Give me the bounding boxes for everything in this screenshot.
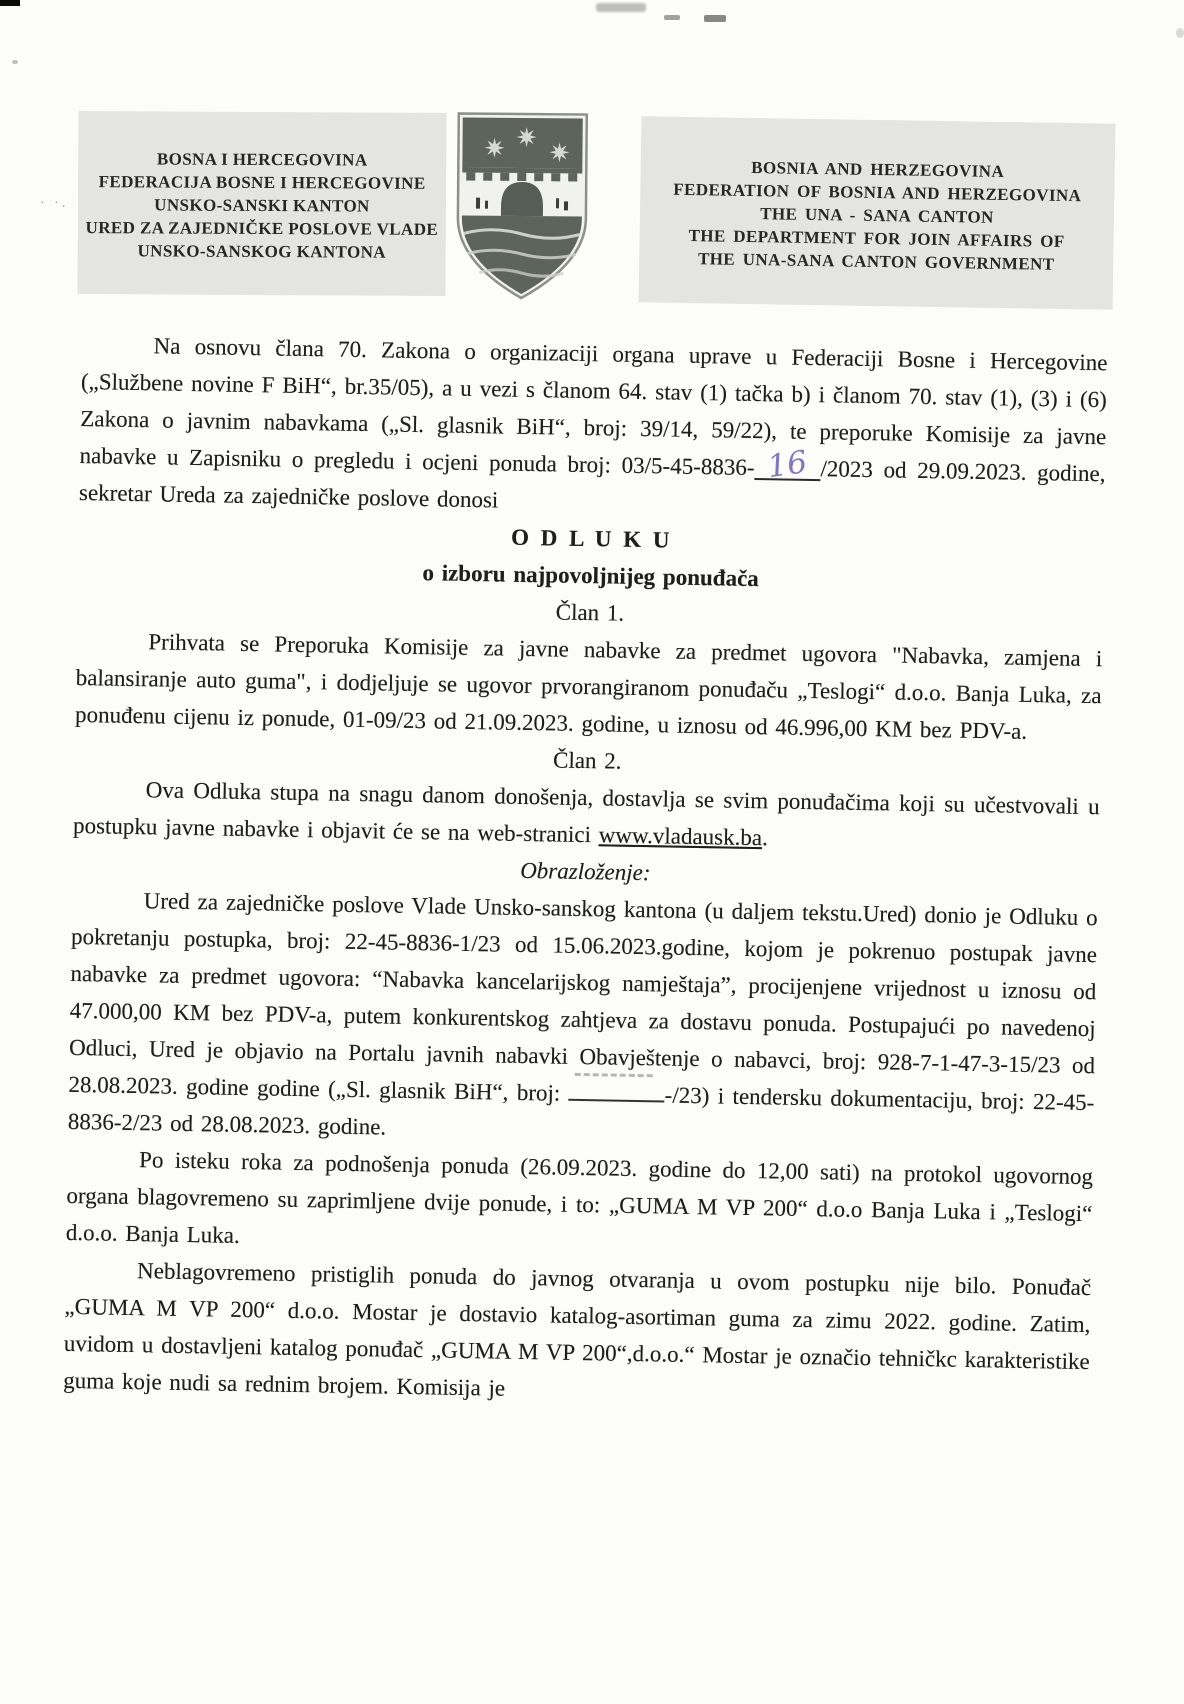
rationale-paragraph-2: Po isteku roka za podnošenja ponuda (26.09.2023. godine do 12,00 sati) na protokol ugovornog organa blagovremeno su zaprimljene dvije ponude, i to: „GUMA M VP 200“ d.o.o Banja Luka i „Teslogi“ d.o.o. Banja Luka. bbox=[65, 1147, 1094, 1248]
header-line: THE DEPARTMENT FOR JOIN AFFAIRS OF bbox=[688, 226, 1065, 251]
scan-artifact: · ·. bbox=[40, 196, 69, 211]
rationale-p1-part2: -/23) i tendersku dokumentaciju, broj: 22-45-8836-2/23 od 28.08.2023. godine. bbox=[67, 1082, 1095, 1140]
intro-text-part2: /2023 od 29.09.2023. godine, sekretar Ureda za zajedničke poslove donosi bbox=[78, 456, 1106, 513]
protocol-number-field bbox=[754, 444, 820, 486]
header-line: UNSKO-SANSKI KANTON bbox=[154, 195, 370, 216]
header-line: FEDERACIJA BOSNE I HERCEGOVINE bbox=[98, 172, 426, 193]
rationale-paragraph-1 bbox=[68, 881, 1098, 1158]
header-line: BOSNA I HERCEGOVINA bbox=[156, 149, 368, 170]
handwritten-number: 16 bbox=[765, 444, 810, 486]
article-2-text-part2: . bbox=[761, 825, 769, 851]
scan-artifact bbox=[596, 3, 646, 12]
article-2-heading: Član 2. bbox=[552, 747, 622, 774]
article-2-text-part1: Ova Odluka stupa na snagu danom donošenja, dostavlja se svim ponuđačima koji su učestvovali u postupku javne nabavke i objavit će se na web-stranici bbox=[72, 777, 1100, 848]
decision-subtitle: o izboru najpovoljnijeg ponuđača bbox=[422, 560, 760, 592]
intro-text-part1: Na osnovu člana 70. Zakona o organizaciji organa uprave u Federaciji Bosne i Hercegovine („Službene novine F BiH“, br.35/05), a u vezi s članom 64. stav (1) tačka b) i članom 70. stav (1), (3) i (6) Zakona o javnim nabavkama („Sl. glasnik BiH“, broj: 39/14, 59/22), te preporuke Komisije za javne nabavke u Zapisniku o pregledu i ocjeni ponuda broj: 03/5-45-8836- bbox=[79, 333, 1108, 480]
header-line: THE UNA - SANA CANTON bbox=[760, 204, 994, 227]
scan-artifact bbox=[0, 0, 20, 6]
gazette-number-blank-field bbox=[569, 1099, 665, 1103]
header-line: THE UNA-SANA CANTON GOVERNMENT bbox=[697, 249, 1055, 274]
header-line: UNSKO-SANSKOG KANTONA bbox=[137, 241, 387, 262]
scan-artifact bbox=[704, 15, 726, 22]
scan-artifact bbox=[1176, 28, 1184, 38]
rationale-paragraph-3: Neblagovremeno pristiglih ponuda do javnog otvaranja u ovom postupku nije bilo. Ponuđač „GUMA M VP 200“ d.o.o. Mostar je dostavio katalog-asortiman guma za zimu 2022. godine. Zatim, uvidom u dostavljeni katalog ponuđač „GUMA M VP 200“,d.o.o.“ Mostar je označio tehničkc karakteristike guma koje nudi sa rednim brojem. Komisija je bbox=[63, 1258, 1092, 1401]
intro-paragraph bbox=[79, 326, 1108, 529]
scan-artifact bbox=[664, 15, 680, 20]
header-line: FEDERATION OF BOSNIA AND HERZEGOVINA bbox=[673, 179, 1082, 206]
header-left-block bbox=[78, 111, 447, 296]
website-link: www.vladausk.ba bbox=[598, 822, 763, 851]
article-1-body: Prihvata se Preporuka Komisije za javne nabavke za predmet ugovora "Nabavka, zamjena i balansiranje auto guma", i dodjeljuje se ugovor prvorangiranom ponuđaču „Teslogi“ d.o.o. Banja Luka, za ponuđenu cijenu iz ponude, 01-09/23 od 21.09.2023. godine, u iznosu od 46.996,00 KM bez PDV-a. bbox=[74, 629, 1103, 744]
header-line: BOSNIA AND HERZEGOVINA bbox=[751, 158, 1005, 181]
rationale-heading: Obrazloženje: bbox=[519, 857, 651, 886]
document-body bbox=[63, 326, 1108, 1417]
article-1-heading: Član 1. bbox=[555, 599, 625, 626]
decision-title: O D L U K U bbox=[510, 524, 672, 553]
header-right-block bbox=[639, 116, 1116, 309]
rationale-p1-part1: Ured za zajedničke poslove Vlade Unsko-sanskog kantona (u daljem tekstu.Ured) donio je Odluku o pokretanju postupka, broj: 22-45-8836-1/23 od 15.06.2023.godine, kojom je pokrenuo postupak javne nabavke za predmet ugovora: “Nabavka kancelarijskog namještaja”, procijenjene vrijednost u iznosu od 47.000,00 KM bez PDV-a, putem konkurentskog zahtjeva za dostavu ponuda. Postupajući po navedenoj Odluci, Ured je objavio na Portalu javnih nabavki Obavještenje o nabavci, broj: 928-7-1-47-3-15/23 od 28.08.2023. godine godine („Sl. glasnik BiH“, broj: bbox=[68, 888, 1098, 1106]
coat-of-arms-icon bbox=[451, 109, 593, 302]
scan-artifact bbox=[12, 60, 18, 64]
header-line: URED ZA ZAJEDNIČKE POSLOVE VLADE bbox=[85, 218, 439, 239]
